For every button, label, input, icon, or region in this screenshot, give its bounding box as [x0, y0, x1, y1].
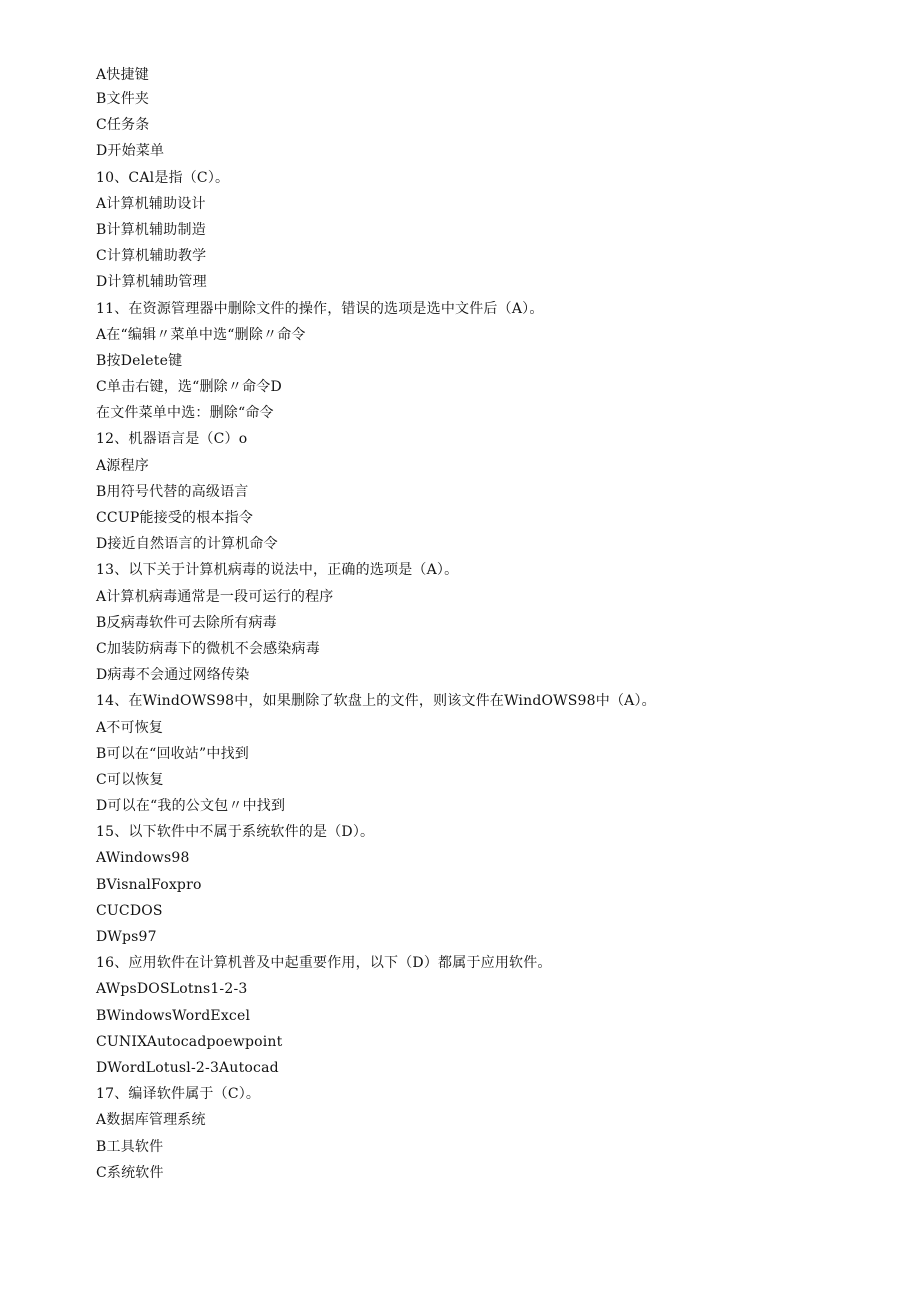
text-line: B用符号代替的高级语言 — [96, 483, 249, 500]
text-line: DWps97 — [96, 929, 157, 945]
text-line: 17、编译软件属于（C）。 — [96, 1086, 261, 1103]
text-line: 11、在资源管理器中删除文件的操作，错误的选项是选中文件后（A）。 — [96, 300, 544, 317]
text-line: A在“编辑〃菜单中选“删除〃命令 — [96, 326, 306, 343]
text-line: AWpsDOSLotns1-2-3 — [96, 981, 248, 998]
text-line: B文件夹 — [96, 91, 150, 107]
text-line: B工具软件 — [96, 1138, 164, 1155]
text-line: D计算机辅助管理 — [96, 274, 207, 291]
text-line: B反病毒软件可去除所有病毒 — [96, 614, 277, 631]
text-line: 14、在WindOWS98中，如果删除了软盘上的文件，则该文件在WindOWS98中（A）。 — [96, 693, 656, 710]
text-line: D接近自然语言的计算机命令 — [96, 536, 278, 553]
text-line: 15、以下软件中不属于系统软件的是（D）。 — [96, 824, 375, 841]
text-line: A计算机病毒通常是一段可运行的程序 — [96, 588, 334, 605]
text-line: C任务条 — [96, 117, 150, 134]
text-line: CCUP能接受的根本指令 — [96, 510, 254, 526]
text-line: D病毒不会通过网络传染 — [96, 667, 250, 684]
text-line: A数据库管理系统 — [96, 1112, 206, 1129]
text-line: 12、机器语言是（C）o — [96, 431, 248, 448]
text-line: B可以在“回收站”中找到 — [96, 745, 250, 762]
text-line: A计算机辅助设计 — [96, 195, 206, 212]
text-line: C可以恢复 — [96, 771, 164, 788]
text-line: C计算机辅助教学 — [96, 248, 207, 265]
text-line: C系统软件 — [96, 1164, 164, 1181]
text-line: C加装防病毒下的微机不会感染病毒 — [96, 640, 320, 657]
text-line: 13、以下关于计算机病毒的说法中，正确的选项是（A）。 — [96, 562, 459, 579]
text-line: 10、CAl是指（C）。 — [96, 169, 230, 186]
text-line: B按Delete键 — [96, 352, 183, 369]
text-line: B计算机辅助制造 — [96, 221, 206, 238]
text-line: D开始菜单 — [96, 143, 165, 160]
text-line: C单击右键，选“删除〃命令D — [96, 379, 282, 396]
text-line: BWindowsWordExcel — [96, 1007, 251, 1024]
text-line: CUCDOS — [96, 902, 163, 919]
text-line: A快捷键 — [96, 67, 149, 83]
text-line: A不可恢复 — [96, 719, 164, 736]
text-line: AWindows98 — [96, 850, 190, 867]
text-line: D可以在“我的公文包〃中找到 — [96, 798, 286, 815]
text-line: DWordLotusl-2-3Autocad — [96, 1059, 279, 1076]
text-line: CUNIXAutocadpoewpoint — [96, 1033, 283, 1050]
text-line: BVisnalFoxpro — [96, 876, 202, 893]
text-line: 16、应用软件在计算机普及中起重要作用，以下（D）都属于应用软件。 — [96, 955, 552, 972]
question-text-block — [96, 64, 656, 1186]
text-line: 在文件菜单中选：删除“命令 — [96, 405, 274, 422]
text-line: A源程序 — [96, 457, 149, 474]
